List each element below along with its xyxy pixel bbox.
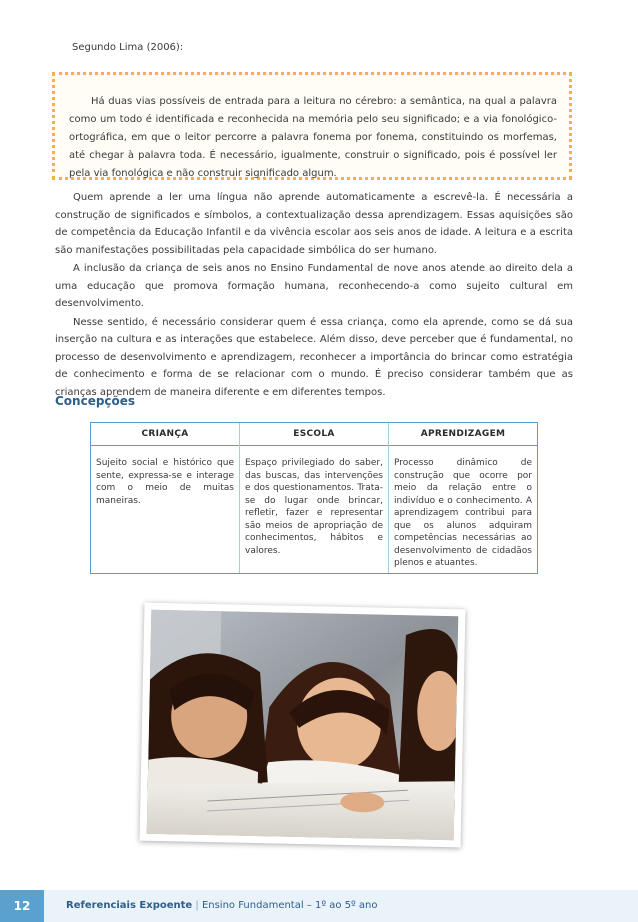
paragraph: Quem aprende a ler uma língua não aprende automaticamente a escrevê-la. É necessária a construção de significados e símbolos, a contextualização dessa aprendizagem. Essas aquisições são de competência da Educação Infantil e da vivência escolar aos seis anos de idade. A leitura e a escrita são manifestações possibilitadas pela capacidade simbólica do ser humano. [55, 192, 573, 256]
body-text [55, 189, 573, 402]
column-text: Processo dinâmico de construção que ocorre por meio da relação entre o indivíduo e o conhecimento. A aprendizagem contribui para que os alunos adquiram competências necessárias ao desenvolvimento de cidadãos plenos e atuantes. [394, 458, 532, 568]
column-aprendizagem [388, 423, 537, 573]
column-header: ESCOLA [240, 423, 388, 446]
intro-text: Segundo Lima (2006): [72, 42, 184, 53]
photo-frame [140, 603, 466, 848]
children-studying-illustration [147, 610, 459, 840]
section-title: Concepções [55, 394, 136, 408]
column-header: CRIANÇA [91, 423, 239, 446]
footer-brand: Referenciais Expoente [66, 900, 193, 911]
footer-subtitle: Ensino Fundamental – 1º ao 5º ano [201, 900, 378, 911]
paragraph: Nesse sentido, é necessário considerar quem é essa criança, como ela aprende, como se dá sua inserção na cultura e as interações que estabelece. Além disso, deve perceber que é fundamental, no processo de desenvolvimento e aprendizagem, reconhecer a importância do brincar como estratégia de conhecimento e forma de se relacionar com o mundo. É preciso considerar também que as crianças aprendem de maneira diferente e em diferentes tempos. [55, 316, 573, 398]
paragraph: A inclusão da criança de seis anos no Ensino Fundamental de nove anos atende ao direito dela a uma educação que promova formação humana, reconhecendo-a como sujeito cultural em desenvolvimento. [55, 263, 573, 309]
column-text: Sujeito social e histórico que sente, expressa-se e interage com o meio de muitas maneiras. [96, 458, 234, 506]
column-text: Espaço privilegiado do saber, das buscas, das intervenções e dos questionamentos. Trata-se do lugar onde brincar, refletir, fazer e representar são meios de apropriação de conhecimentos, hábitos e valores. [245, 458, 383, 556]
concepts-table [90, 422, 538, 574]
footer-separator: | [195, 900, 199, 911]
column-header: APRENDIZAGEM [389, 423, 537, 446]
column-crianca [91, 423, 239, 573]
footer-title [66, 900, 378, 911]
classroom-photo [147, 610, 459, 840]
quote-box [52, 72, 572, 180]
page-footer [0, 880, 638, 922]
column-escola [239, 423, 388, 573]
quote-text: Há duas vias possíveis de entrada para a leitura no cérebro: a semântica, na qual a palavra como um todo é identificada e reconhecida na memória pelo seu significado; e a via fonológico-ortográfica, em que o leitor percorre a palavra fonema por fonema, constituindo os morfemas, até chegar à palavra toda. É necessário, igualmente, construir o significado, pois é possível ler pela via fonológica e não construir significado algum. [69, 96, 557, 179]
page-number: 12 [0, 890, 44, 922]
